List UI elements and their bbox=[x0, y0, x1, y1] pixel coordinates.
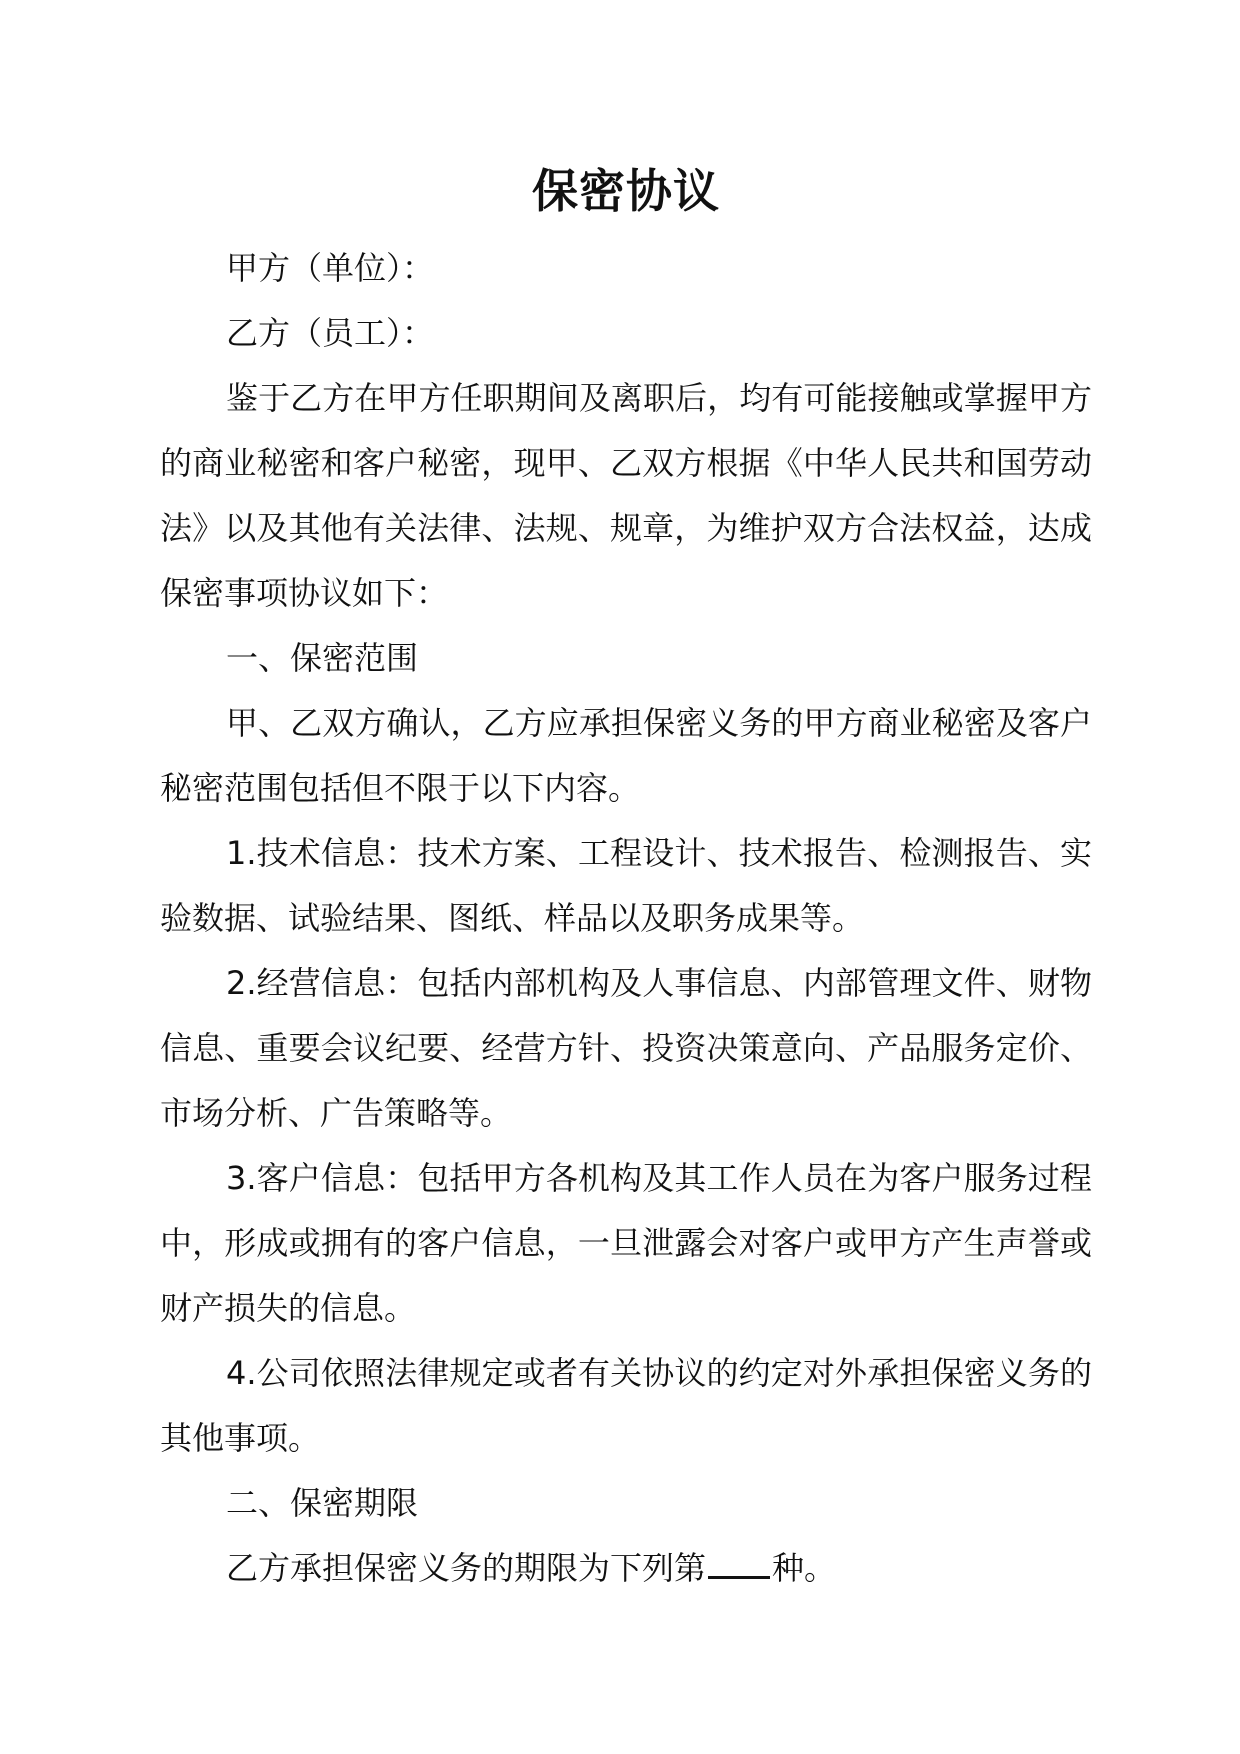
party-a-label: 甲方（单位）： bbox=[226, 249, 435, 287]
party-b-label: 乙方（员工）： bbox=[226, 314, 435, 352]
item-technical-info: 1.技术信息：技术方案、工程设计、技术报告、检测报告、实验数据、试验结果、图纸、样品以及职务成果等。 bbox=[160, 834, 1092, 937]
intro-paragraph: 鉴于乙方在甲方任职期间及离职后，均有可能接触或掌握甲方的商业秘密和客户秘密，现甲、乙双方根据《中华人民共和国劳动法》以及其他有关法律、法规、规章，为维护双方合法权益，达成保密事项协议如下： bbox=[160, 379, 1092, 612]
section1-heading: 一、保密范围 bbox=[226, 639, 419, 677]
document-title: 保密协议 bbox=[532, 164, 720, 218]
term-line-prefix: 乙方承担保密义务的期限为下列第 bbox=[226, 1549, 707, 1587]
item-customer-info: 3.客户信息：包括甲方各机构及其工作人员在为客户服务过程中，形成或拥有的客户信息，一旦泄露会对客户或甲方产生声誉或财产损失的信息。 bbox=[160, 1159, 1092, 1327]
item-other-matters: 4.公司依照法律规定或者有关协议的约定对外承担保密义务的其他事项。 bbox=[160, 1354, 1092, 1457]
section1-intro: 甲、乙双方确认，乙方应承担保密义务的甲方商业秘密及客户秘密范围包括但不限于以下内容。 bbox=[160, 704, 1092, 807]
item-business-info: 2.经营信息：包括内部机构及人事信息、内部管理文件、财物信息、重要会议纪要、经营方针、投资决策意向、产品服务定价、市场分析、广告策略等。 bbox=[160, 964, 1092, 1132]
fill-in-blank bbox=[708, 1548, 770, 1579]
document-page bbox=[160, 150, 1092, 1601]
section2-term-line bbox=[160, 1536, 1092, 1601]
term-line-suffix: 种。 bbox=[772, 1549, 837, 1587]
section2-heading: 二、保密期限 bbox=[226, 1484, 419, 1522]
